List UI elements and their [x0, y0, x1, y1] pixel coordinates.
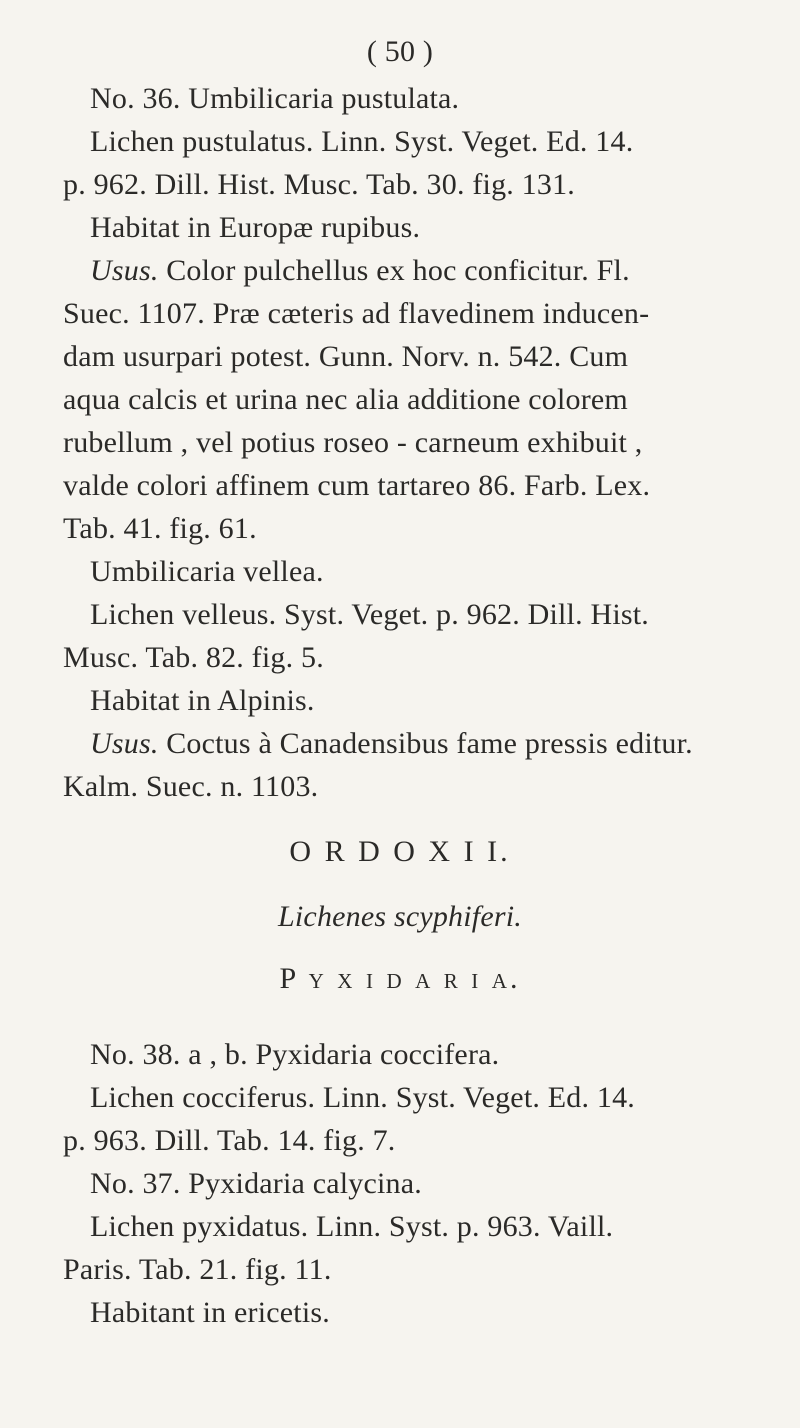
genus-heading: P y x i d a r i a.	[279, 962, 521, 995]
text-line: Lichen cocciferus. Linn. Syst. Veget. Ed. 14.	[90, 1081, 635, 1114]
text-line: Habitant in ericetis.	[90, 1296, 330, 1329]
usus-line	[90, 253, 630, 289]
text-line: Lichen pustulatus. Linn. Syst. Veget. Ed. 14.	[90, 125, 634, 158]
entry-heading: No. 37. Pyxidaria calycina.	[90, 1167, 422, 1200]
usus-text: Color pulchellus ex hoc conficitur. Fl.	[158, 254, 630, 287]
usus-label: Usus.	[90, 254, 159, 287]
ordo-heading: O R D O X I I.	[289, 835, 511, 868]
text-line: rubellum , vel potius roseo - carneum exhibuit ,	[63, 426, 643, 459]
text-line: dam usurpari potest. Gunn. Norv. n. 542. Cum	[63, 340, 629, 373]
text-line: p. 963. Dill. Tab. 14. fig. 7.	[63, 1124, 396, 1157]
text-line: p. 962. Dill. Hist. Musc. Tab. 30. fig. 131.	[63, 168, 575, 201]
entry-heading: Umbilicaria vellea.	[90, 555, 324, 588]
text-line: Lichen velleus. Syst. Veget. p. 962. Dill. Hist.	[90, 598, 650, 631]
entry-heading: No. 36. Umbilicaria pustulata.	[90, 82, 460, 115]
page-number: ( 50 )	[366, 35, 434, 68]
usus-line	[90, 726, 693, 762]
text-line: aqua calcis et urina nec alia additione colorem	[63, 383, 628, 416]
text-line: Lichen pyxidatus. Linn. Syst. p. 963. Vaill.	[90, 1210, 614, 1243]
text-line: valde colori affinem cum tartareo 86. Farb. Lex.	[63, 469, 651, 502]
text-line: Musc. Tab. 82. fig. 5.	[63, 641, 324, 674]
text-line: Habitat in Europæ rupibus.	[90, 211, 421, 244]
text-line: Tab. 41. fig. 61.	[63, 512, 257, 545]
usus-label: Usus.	[90, 727, 159, 760]
text-line: Paris. Tab. 21. fig. 11.	[63, 1253, 332, 1286]
ordo-subtitle	[0, 899, 800, 935]
text-line: Suec. 1107. Præ cæteris ad flavedinem inducen-	[63, 297, 650, 330]
ordo-subtitle-text: Lichenes scyphiferi.	[278, 900, 522, 933]
entry-heading: No. 38. a , b. Pyxidaria coccifera.	[90, 1038, 500, 1071]
text-line: Kalm. Suec. n. 1103.	[63, 770, 319, 803]
text-line: Habitat in Alpinis.	[90, 684, 315, 717]
usus-text: Coctus à Canadensibus fame pressis editur.	[158, 727, 693, 760]
